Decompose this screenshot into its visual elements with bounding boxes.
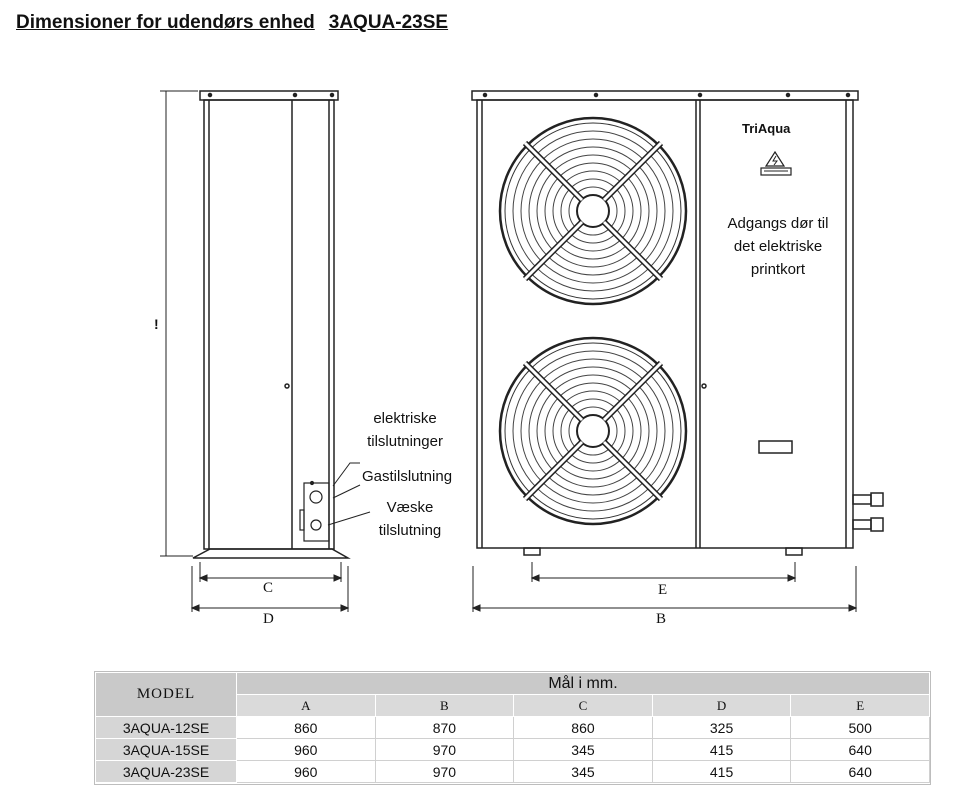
electric-hazard-warning-icon — [761, 152, 791, 175]
gas-connection-label: Gastilslutning — [362, 468, 453, 485]
table-row — [96, 717, 930, 739]
column-header-d: D — [652, 695, 791, 717]
dimension-c-line — [200, 562, 341, 582]
value-cell: 345 — [514, 761, 653, 783]
value-cell: 415 — [652, 739, 791, 761]
access-door-line-1: Adgangs dør til — [727, 215, 829, 232]
electrical-connections-label — [355, 407, 455, 453]
table-row — [96, 739, 930, 761]
value-cell: 345 — [514, 739, 653, 761]
value-cell: 970 — [375, 761, 514, 783]
access-door-label — [715, 212, 841, 281]
value-cell: 960 — [237, 761, 376, 783]
table-header-row — [96, 673, 930, 695]
value-cell: 960 — [237, 739, 376, 761]
column-header-c: C — [514, 695, 653, 717]
fan-lower — [500, 338, 686, 524]
dimension-b-label: B — [656, 611, 667, 627]
dimensions-table — [95, 672, 930, 783]
value-cell: 860 — [237, 717, 376, 739]
page-title-model: 3AQUA-23SE — [328, 12, 449, 33]
column-header-a: A — [237, 695, 376, 717]
value-cell: 415 — [652, 761, 791, 783]
value-cell: 640 — [791, 739, 930, 761]
brand-logo: TriAqua — [742, 121, 791, 136]
value-cell: 860 — [514, 717, 653, 739]
model-cell: 3AQUA-12SE — [96, 717, 237, 739]
liquid-connection-label — [360, 496, 460, 542]
access-door-line-2: det elektriske — [733, 238, 823, 255]
value-cell: 640 — [791, 761, 930, 783]
column-header-e: E — [791, 695, 930, 717]
fan-upper — [500, 118, 686, 304]
electrical-line-1: elektriske — [373, 410, 437, 427]
access-door-line-3: printkort — [750, 261, 806, 278]
value-cell: 970 — [375, 739, 514, 761]
dimension-e-line — [532, 562, 795, 582]
side-view — [193, 91, 348, 558]
dimension-c-label: C — [263, 580, 274, 596]
column-header-b: B — [375, 695, 514, 717]
connection-panel — [300, 482, 329, 542]
value-cell: 500 — [791, 717, 930, 739]
model-cell: 3AQUA-23SE — [96, 761, 237, 783]
value-cell: 870 — [375, 717, 514, 739]
value-cell: 325 — [652, 717, 791, 739]
dimension-a-line — [160, 91, 198, 556]
liquid-line-1: Væske — [386, 499, 434, 516]
electrical-line-2: tilslutninger — [367, 433, 443, 450]
model-cell: 3AQUA-15SE — [96, 739, 237, 761]
table-row — [96, 761, 930, 783]
front-view — [472, 91, 883, 555]
measurements-header: Mål i mm. — [237, 673, 930, 695]
liquid-line-2: tilslutning — [378, 522, 442, 539]
model-header: MODEL — [96, 673, 237, 717]
height-dimension-marker: ! — [154, 316, 159, 332]
page-title-text: Dimensioner for udendørs enhed — [16, 12, 315, 33]
dimension-d-label: D — [263, 611, 274, 627]
dimension-e-label: E — [658, 582, 668, 598]
